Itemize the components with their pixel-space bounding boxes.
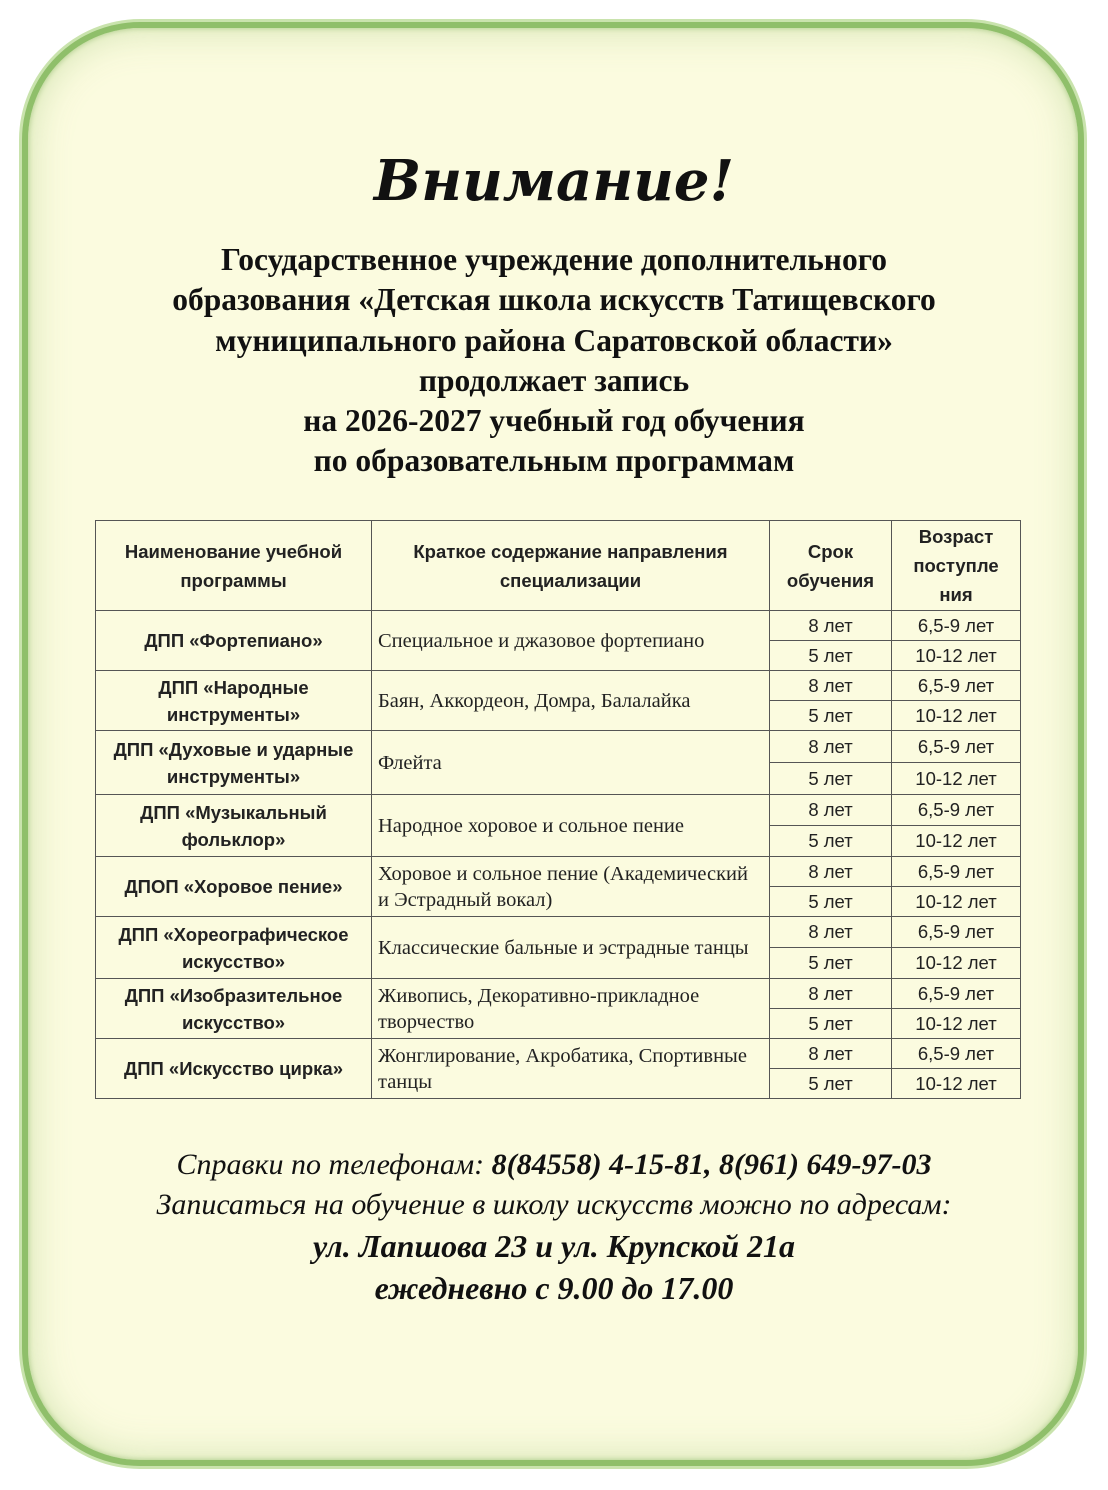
- duration-cell: 8 лет: [770, 671, 892, 701]
- program-name-cell: ДПП «Искусство цирка»: [96, 1039, 372, 1099]
- table-row: [96, 979, 1021, 1009]
- table-row: [96, 611, 1021, 641]
- phone-numbers: 8(84558) 4-15-81, 8(961) 649-97-03: [491, 1148, 932, 1181]
- duration-cell: 5 лет: [770, 887, 892, 917]
- header-duration: Срок обучения: [770, 521, 892, 611]
- subtitle-line: на 2026-2027 учебный год обучения: [303, 403, 805, 439]
- age-cell: 10-12 лет: [892, 701, 1021, 731]
- duration-cell: 8 лет: [770, 1039, 892, 1069]
- table-row: [96, 857, 1021, 887]
- program-name-cell: ДПП «Хореографическое искусство»: [96, 917, 372, 979]
- duration-cell: 8 лет: [770, 795, 892, 826]
- age-cell: 6,5-9 лет: [892, 671, 1021, 701]
- subtitle: [0, 240, 1108, 482]
- table-row: [96, 1039, 1021, 1069]
- table-header-row: [96, 521, 1021, 611]
- program-name-cell: ДПП «Народные инструменты»: [96, 671, 372, 731]
- subtitle-line: по образовательным программам: [313, 443, 795, 479]
- age-cell: 10-12 лет: [892, 887, 1021, 917]
- duration-cell: 8 лет: [770, 979, 892, 1009]
- program-name-cell: ДПП «Музыкальный фольклор»: [96, 795, 372, 857]
- subtitle-line: муниципального района Саратовской области»: [215, 322, 893, 358]
- duration-cell: 8 лет: [770, 857, 892, 887]
- age-cell: 10-12 лет: [892, 948, 1021, 979]
- phones-line: [0, 1148, 1108, 1182]
- age-cell: 6,5-9 лет: [892, 917, 1021, 948]
- table-row: [96, 671, 1021, 701]
- subtitle-line: продолжает запись: [418, 362, 690, 398]
- duration-cell: 5 лет: [770, 641, 892, 671]
- page-title: Внимание!: [373, 148, 735, 214]
- duration-cell: 5 лет: [770, 948, 892, 979]
- subtitle-line: Государственное учреждение дополнительного: [221, 242, 887, 277]
- program-description-cell: Классические бальные и эстрадные танцы: [372, 917, 770, 979]
- age-cell: 10-12 лет: [892, 1009, 1021, 1039]
- hours-text: ежедневно с 9.00 до 17.00: [374, 1270, 734, 1306]
- program-description-cell: Баян, Аккордеон, Домра, Балалайка: [372, 671, 770, 731]
- age-cell: 10-12 лет: [892, 641, 1021, 671]
- duration-cell: 8 лет: [770, 917, 892, 948]
- phones-label: Справки по телефонам:: [176, 1148, 485, 1181]
- table-row: [96, 795, 1021, 826]
- header-age: Возраст поступле ния: [892, 521, 1021, 611]
- program-description-cell: Хоровое и сольное пение (Академический и Эстрадный вокал): [372, 857, 770, 917]
- duration-cell: 5 лет: [770, 763, 892, 795]
- age-cell: 6,5-9 лет: [892, 1039, 1021, 1069]
- subtitle-line: образования «Детская школа искусств Татищевского: [172, 282, 936, 318]
- age-cell: 10-12 лет: [892, 826, 1021, 857]
- duration-cell: 5 лет: [770, 1009, 892, 1039]
- age-cell: 6,5-9 лет: [892, 611, 1021, 641]
- table-row: [96, 731, 1021, 763]
- age-cell: 6,5-9 лет: [892, 857, 1021, 887]
- duration-cell: 8 лет: [770, 611, 892, 641]
- program-name-cell: ДПП «Изобразительное искусство»: [96, 979, 372, 1039]
- age-cell: 6,5-9 лет: [892, 795, 1021, 826]
- program-name-cell: ДПП «Фортепиано»: [96, 611, 372, 671]
- age-cell: 10-12 лет: [892, 1069, 1021, 1099]
- enroll-text: Записаться на обучение в школу искусств можно по адресам:: [156, 1188, 952, 1221]
- program-description-cell: Народное хоровое и сольное пение: [372, 795, 770, 857]
- address-text: ул. Лапшова 23 и ул. Крупской 21а: [312, 1228, 796, 1264]
- program-description-cell: Специальное и джазовое фортепиано: [372, 611, 770, 671]
- age-cell: 6,5-9 лет: [892, 979, 1021, 1009]
- age-cell: 10-12 лет: [892, 763, 1021, 795]
- duration-cell: 5 лет: [770, 826, 892, 857]
- duration-cell: 5 лет: [770, 1069, 892, 1099]
- program-description-cell: Жонглирование, Акробатика, Спортивные танцы: [372, 1039, 770, 1099]
- header-program-name: Наименование учебной программы: [96, 521, 372, 611]
- program-name-cell: ДПОП «Хоровое пение»: [96, 857, 372, 917]
- age-cell: 6,5-9 лет: [892, 731, 1021, 763]
- duration-cell: 8 лет: [770, 731, 892, 763]
- programs-table: [95, 520, 1021, 1099]
- table-row: [96, 917, 1021, 948]
- program-description-cell: Живопись, Декоративно-прикладное творчество: [372, 979, 770, 1039]
- header-description: Краткое содержание направления специализации: [372, 521, 770, 611]
- program-name-cell: ДПП «Духовые и ударные инструменты»: [96, 731, 372, 795]
- duration-cell: 5 лет: [770, 701, 892, 731]
- program-description-cell: Флейта: [372, 731, 770, 795]
